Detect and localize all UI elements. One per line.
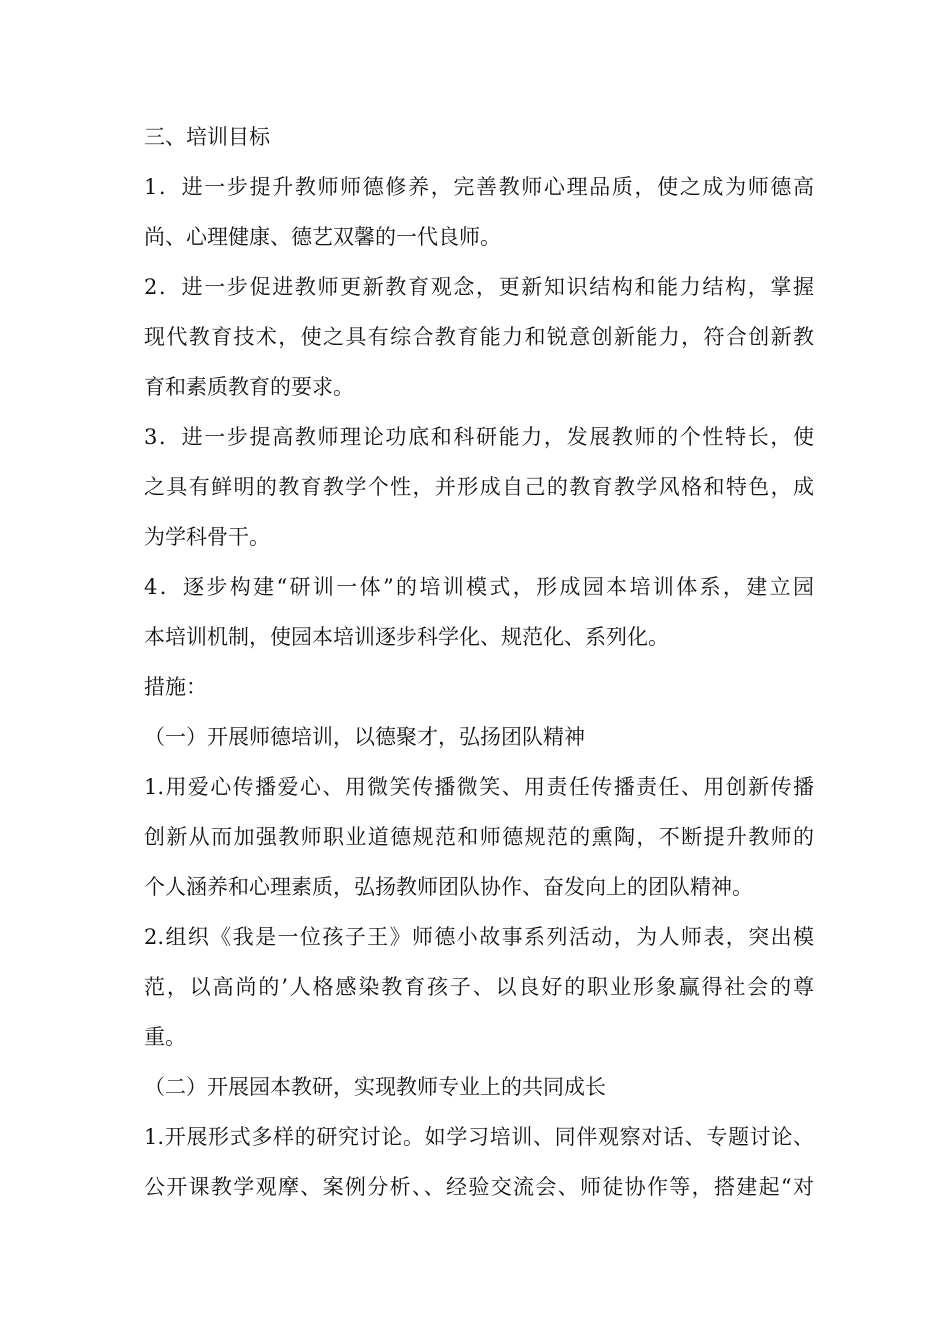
paragraph-line: 本培训机制，使园本培训逐步科学化、规范化、系列化。	[144, 625, 669, 649]
paragraph-line: 1.用爱心传播爱心、用微笑传播微笑、用责任传播责任、用创新传播	[144, 775, 814, 799]
paragraph-line: 1.开展形式多样的研究讨论。如学习培训、同伴观察对话、专题讨论、	[144, 1125, 814, 1149]
paragraph-line: 个人涵养和心理素质，弘扬教师团队协作、奋发向上的团队精神。	[144, 875, 753, 899]
measures-heading: 措施：	[144, 675, 207, 699]
paragraph-line: 育和素质教育的要求。	[144, 375, 354, 399]
paragraph-line: 创新从而加强教师职业道德规范和师德规范的熏陶，不断提升教师的	[144, 825, 814, 849]
paragraph-line: 范，以高尚的’人格感染教育孩子、以良好的职业形象赢得社会的尊	[144, 975, 814, 999]
paragraph-line: 2.组织《我是一位孩子王》师德小故事系列活动，为人师表，突出模	[144, 925, 814, 949]
paragraph-line: 现代教育技术，使之具有综合教育能力和锐意创新能力，符合创新教	[144, 325, 814, 349]
paragraph-line: 3．进一步提高教师理论功底和科研能力，发展教师的个性特长，使	[144, 425, 814, 449]
paragraph-line: 之具有鲜明的教育教学个性，并形成自己的教育教学风格和特色，成	[144, 475, 814, 499]
paragraph-line: 2．进一步促进教师更新教育观念，更新知识结构和能力结构，掌握	[144, 275, 814, 299]
paragraph-line: 4．逐步构建“研训一体”的培训模式，形成园本培训体系，建立园	[144, 575, 814, 599]
subsection-heading: （二）开展园本教研，实现教师专业上的共同成长	[144, 1075, 606, 1099]
paragraph-line: 为学科骨干。	[144, 525, 270, 549]
paragraph-line: 重。	[144, 1025, 186, 1049]
paragraph-line: 1．进一步提升教师师德修养，完善教师心理品质，使之成为师德高	[144, 175, 814, 199]
subsection-heading: （一）开展师德培训，以德聚才，弘扬团队精神	[144, 725, 585, 749]
section-heading: 三、培训目标	[144, 125, 270, 149]
paragraph-line: 尚、心理健康、德艺双馨的一代良师。	[144, 225, 501, 249]
paragraph-line: 公开课教学观摩、案例分析、、经验交流会、师徒协作等，搭建起“对	[144, 1175, 814, 1199]
